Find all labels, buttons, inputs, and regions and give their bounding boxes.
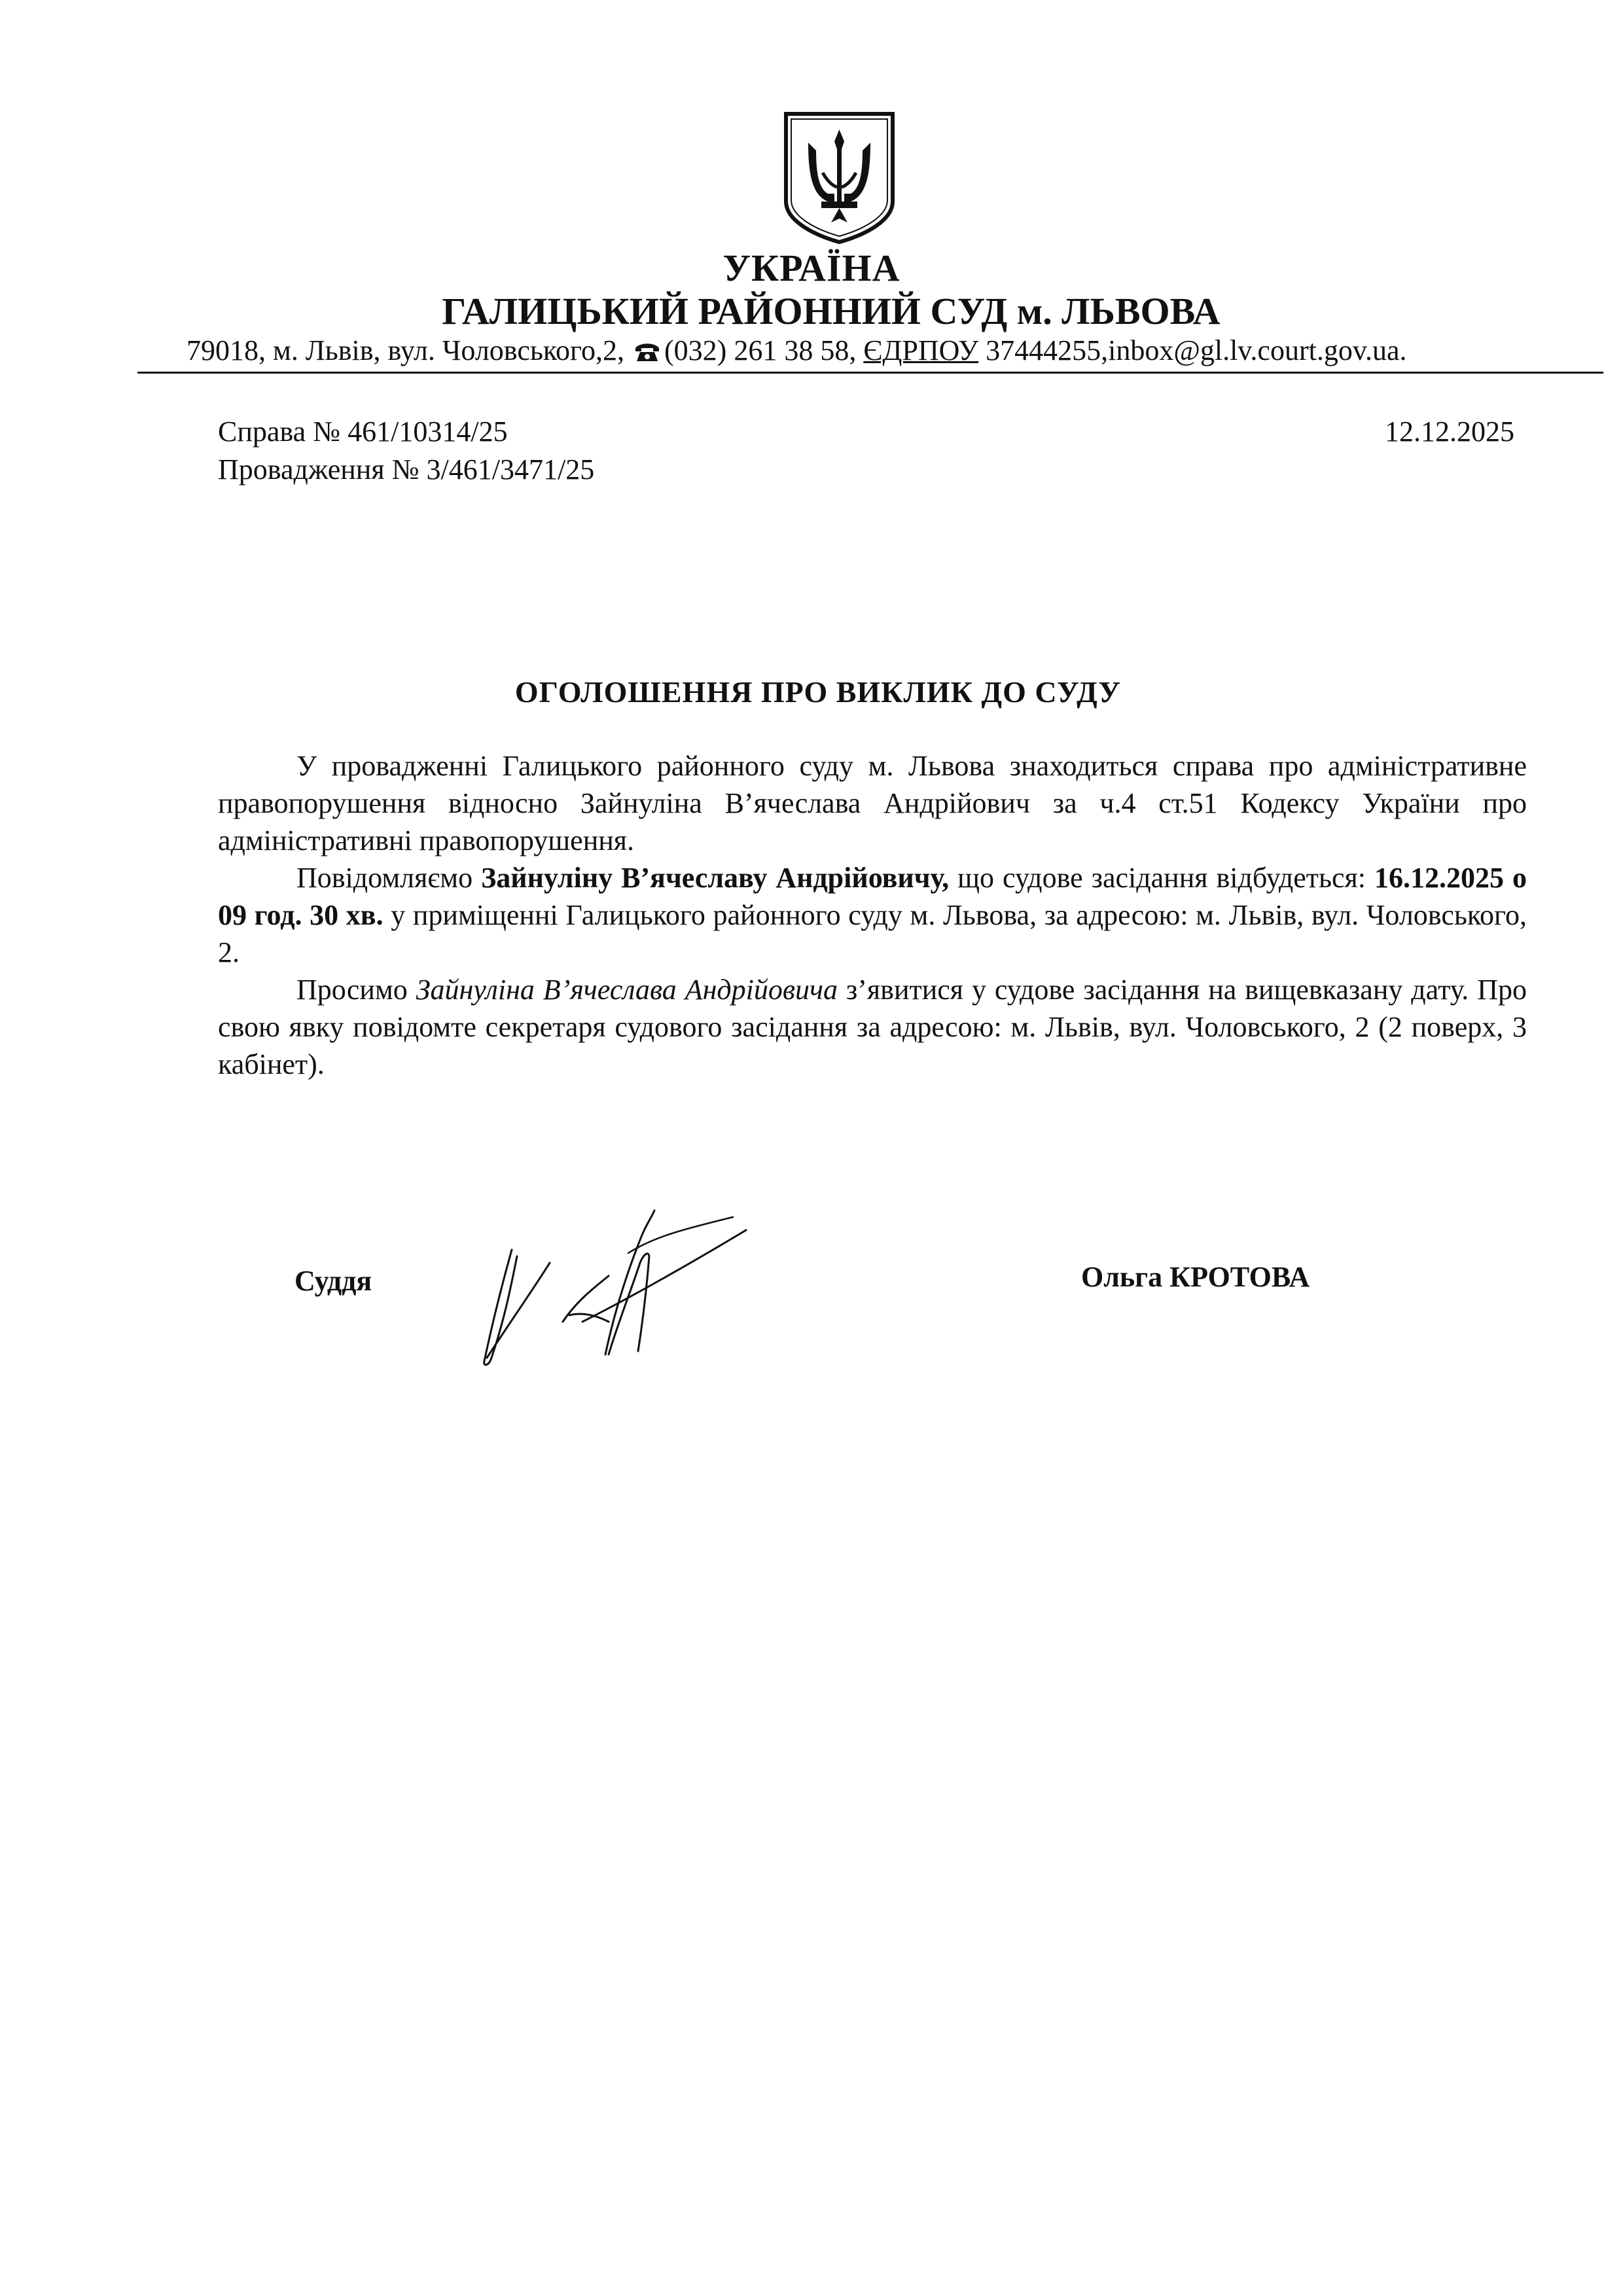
- p2-intro: Повідомляємо: [296, 862, 482, 894]
- paragraph-2-text: [218, 859, 1527, 971]
- coat-of-arms-icon: [782, 110, 897, 245]
- document-title: ОГОЛОШЕННЯ ПРО ВИКЛИК ДО СУДУ: [514, 675, 1122, 709]
- p2-person-name: Зайнуліну В’ячеславу Андрійовичу,: [481, 862, 950, 894]
- case-number: Справа № 461/10314/25: [218, 415, 508, 448]
- paragraph-hearing-notice: [218, 859, 1527, 971]
- p3-intro: Просимо: [296, 974, 416, 1006]
- court-name: ГАЛИЦЬКИЙ РАЙОННИЙ СУД м. ЛЬВОВА: [442, 290, 1221, 332]
- paragraph-3-text: [218, 971, 1527, 1083]
- p2-hearing-datetime: 16.12.2025 о 09 год. 30 хв.: [218, 862, 1527, 931]
- header-divider: [137, 372, 1603, 374]
- judge-name: Ольга КРОТОВА: [1081, 1261, 1310, 1293]
- proceeding-number: Провадження № 3/461/3471/25: [218, 453, 595, 486]
- p3-person-name: Зайнуліна В’ячеслава Андрійовича: [416, 974, 838, 1006]
- country-name: УКРАЇНА: [722, 247, 901, 289]
- edrpou-and-email: 37444255,inbox@gl.lv.court.gov.ua.: [986, 334, 1407, 366]
- court-contacts: [187, 332, 1600, 369]
- paragraph-case-info: [218, 747, 1527, 859]
- handwritten-signature: [471, 1191, 759, 1374]
- document-date: 12.12.2025: [1385, 415, 1514, 448]
- p2-middle: що судове засідання відбудеться:: [949, 862, 1375, 894]
- signature-title: Суддя: [294, 1265, 372, 1297]
- court-address: 79018, м. Львів, вул. Чоловського,2,: [187, 334, 625, 366]
- p3-rest: з’явитися у судове засідання на вищевказану дату. Про свою явку повідомте секретаря судового засідання за адресою: м. Львів, вул. Чоловського, 2 (2 поверх, 3 кабінет).: [218, 974, 1527, 1080]
- phone-icon: [634, 340, 660, 362]
- paragraph-appearance-request: [218, 971, 1527, 1083]
- p2-rest: у приміщенні Галицького районного суду м. Львова, за адресою: м. Львів, вул. Чоловського, 2.: [218, 899, 1527, 968]
- court-phone: (032) 261 38 58,: [664, 334, 857, 366]
- paragraph-1-text: У провадженні Галицького районного суду м. Львова знаходиться справа про адміністративне правопорушення відносно Зайнуліна В’ячеслава Андрійович за ч.4 ст.51 Кодексу України про адміністративні правопорушення.: [218, 750, 1527, 857]
- edrpou-label: ЄДРПОУ: [863, 334, 979, 366]
